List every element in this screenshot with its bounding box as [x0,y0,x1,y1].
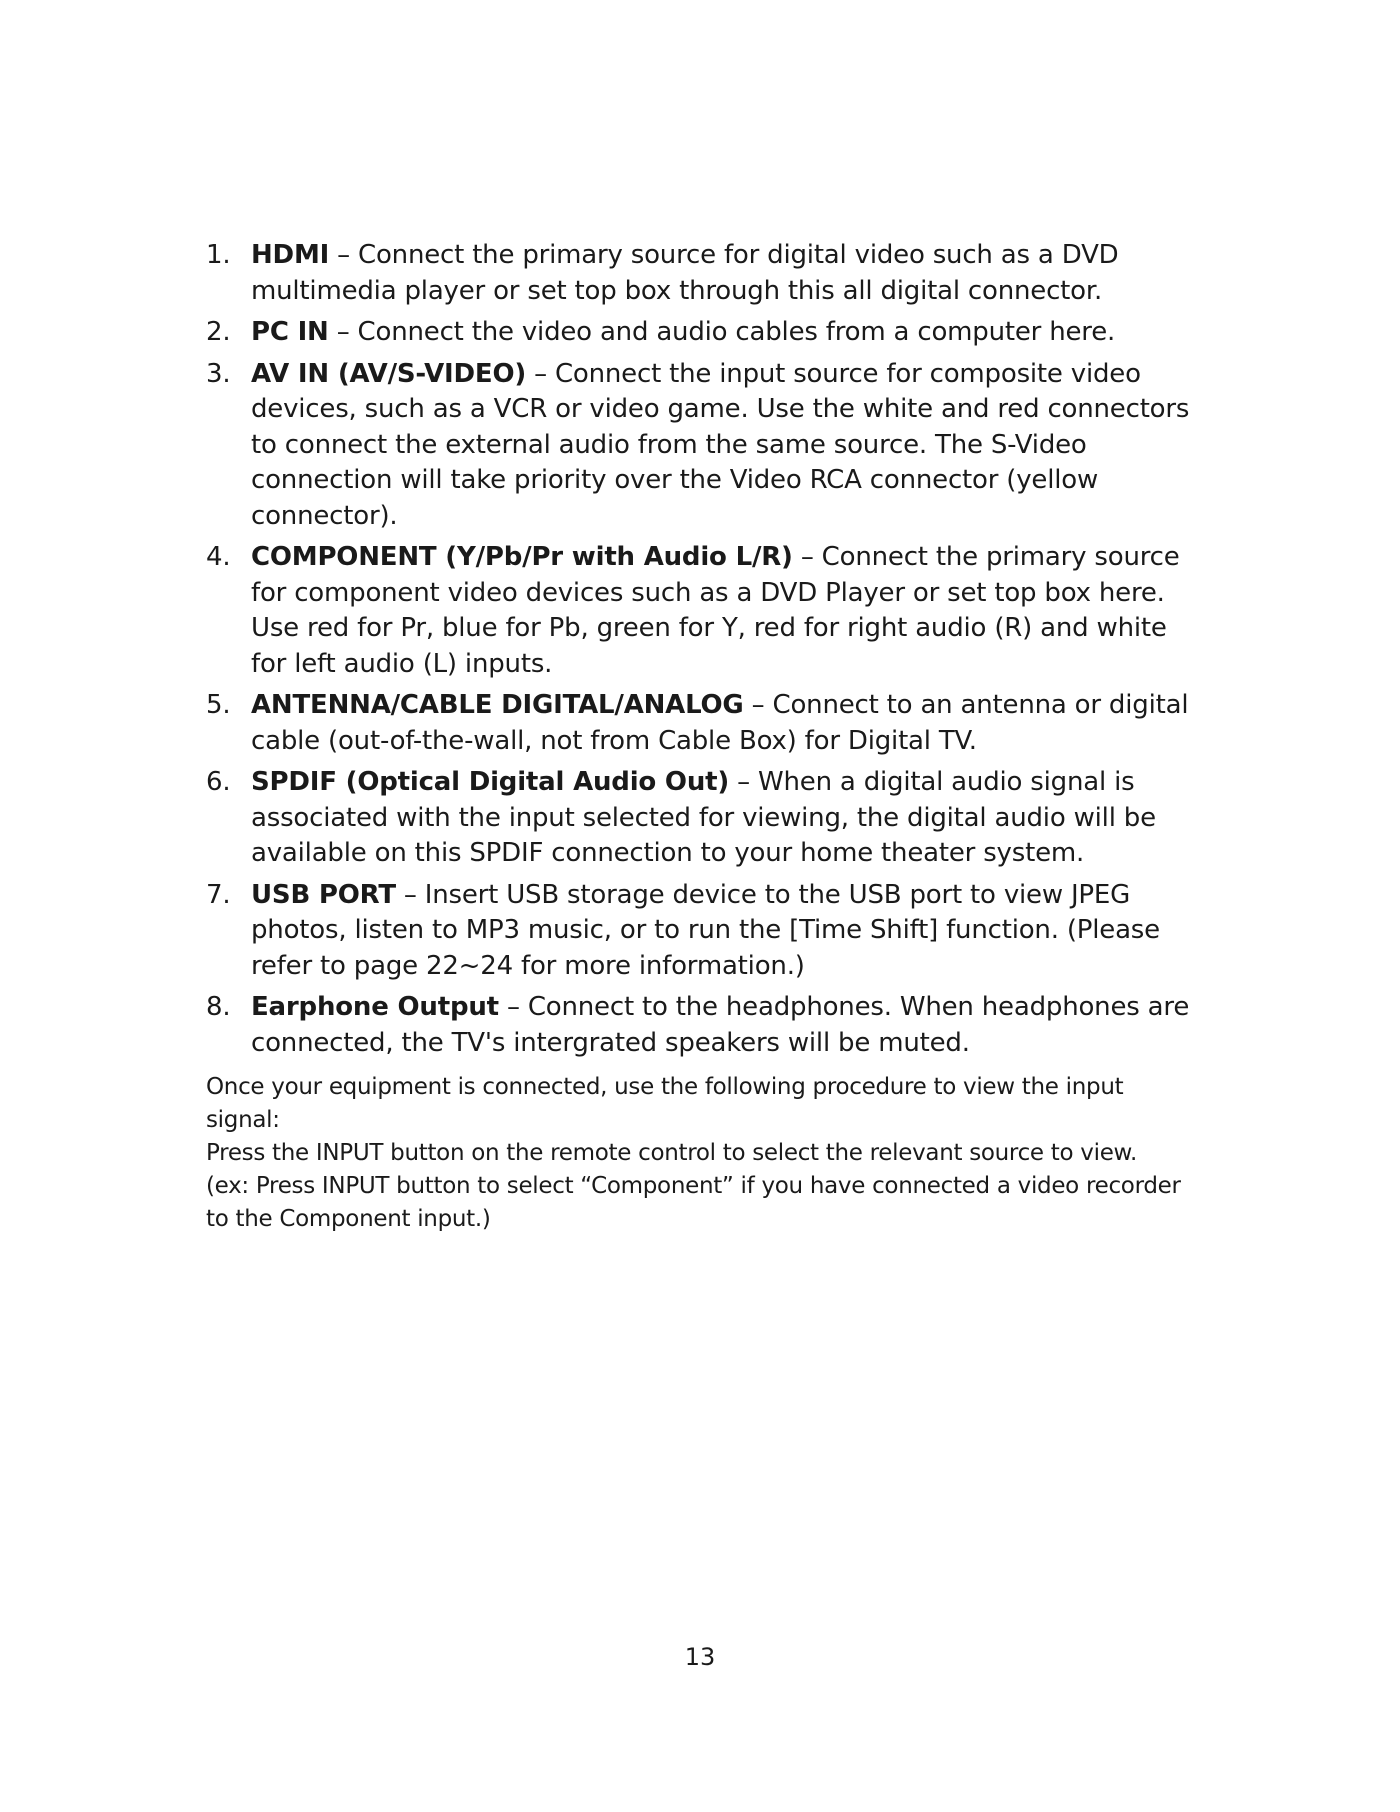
item-number: 2. [206,317,231,347]
item-description: – Connect the input source for composite video devices, such as a VCR or video game. Use the white and red connectors to connect the external audio from the same source. The S-Video connection will take priority over the Video RCA connector (yellow connector). [251,358,1190,531]
item-term: AV IN (AV/S-VIDEO) [251,358,527,389]
item-description: – Connect the primary source for digital video such as a DVD multimedia player or set top box through this all digital connector. [251,240,1119,306]
item-term: SPDIF (Optical Digital Audio Out) [251,767,730,797]
item-number: 5. [206,690,231,720]
item-term: ANTENNA/CABLE DIGITAL/ANALOG [251,690,744,720]
list-item [206,990,1196,1061]
instruction-line: (ex: Press INPUT button to select “Component” if you have connected a video recorder to the Component input.) [206,1173,1181,1232]
instructions-paragraph [206,1071,1196,1236]
item-term: HDMI [251,240,330,270]
item-description: – Insert USB storage device to the USB port to view JPEG photos, listen to MP3 music, or to run the [Time Shift] function. (Please refer to page 22~24 for more information.) [251,879,1160,981]
list-item [206,357,1196,535]
page-content [206,238,1196,1236]
list-item [206,878,1196,985]
list-item [206,688,1196,759]
item-number: 1. [206,240,231,270]
item-description: – Connect to an antenna or digital cable (out-of-the-wall, not from Cable Box) for Digital TV. [251,690,1189,756]
connector-list [206,238,1196,1061]
item-number: 6. [206,767,231,797]
list-item [206,765,1196,872]
page-number: 13 [684,1643,716,1671]
list-item [206,540,1196,682]
item-term: PC IN [251,317,329,347]
item-description: – Connect the primary source for component video devices such as a DVD Player or set top box here. Use red for Pr, blue for Pb, green for Y, red for right audio (R) and white for left audio (L) inputs. [251,542,1180,679]
item-description: – When a digital audio signal is associated with the input selected for viewing, the digital audio will be available on this SPDIF connection to your home theater system. [251,767,1156,868]
item-number: 3. [206,358,231,389]
item-number: 8. [206,992,231,1022]
instruction-line: Press the INPUT button on the remote control to select the relevant source to view. [206,1140,1137,1166]
item-term: COMPONENT (Y/Pb/Pr with Audio L/R) [251,542,793,572]
list-item [206,315,1196,351]
item-number: 4. [206,542,231,572]
instruction-line: Once your equipment is connected, use the following procedure to view the input signal: [206,1074,1124,1133]
list-item [206,238,1196,309]
item-number: 7. [206,879,231,910]
item-description: – Connect to the headphones. When headphones are connected, the TV's intergrated speakers will be muted. [251,992,1190,1058]
item-term: USB PORT [251,879,396,910]
item-term: Earphone Output [251,992,499,1022]
item-description: – Connect the video and audio cables from a computer here. [328,317,1116,347]
